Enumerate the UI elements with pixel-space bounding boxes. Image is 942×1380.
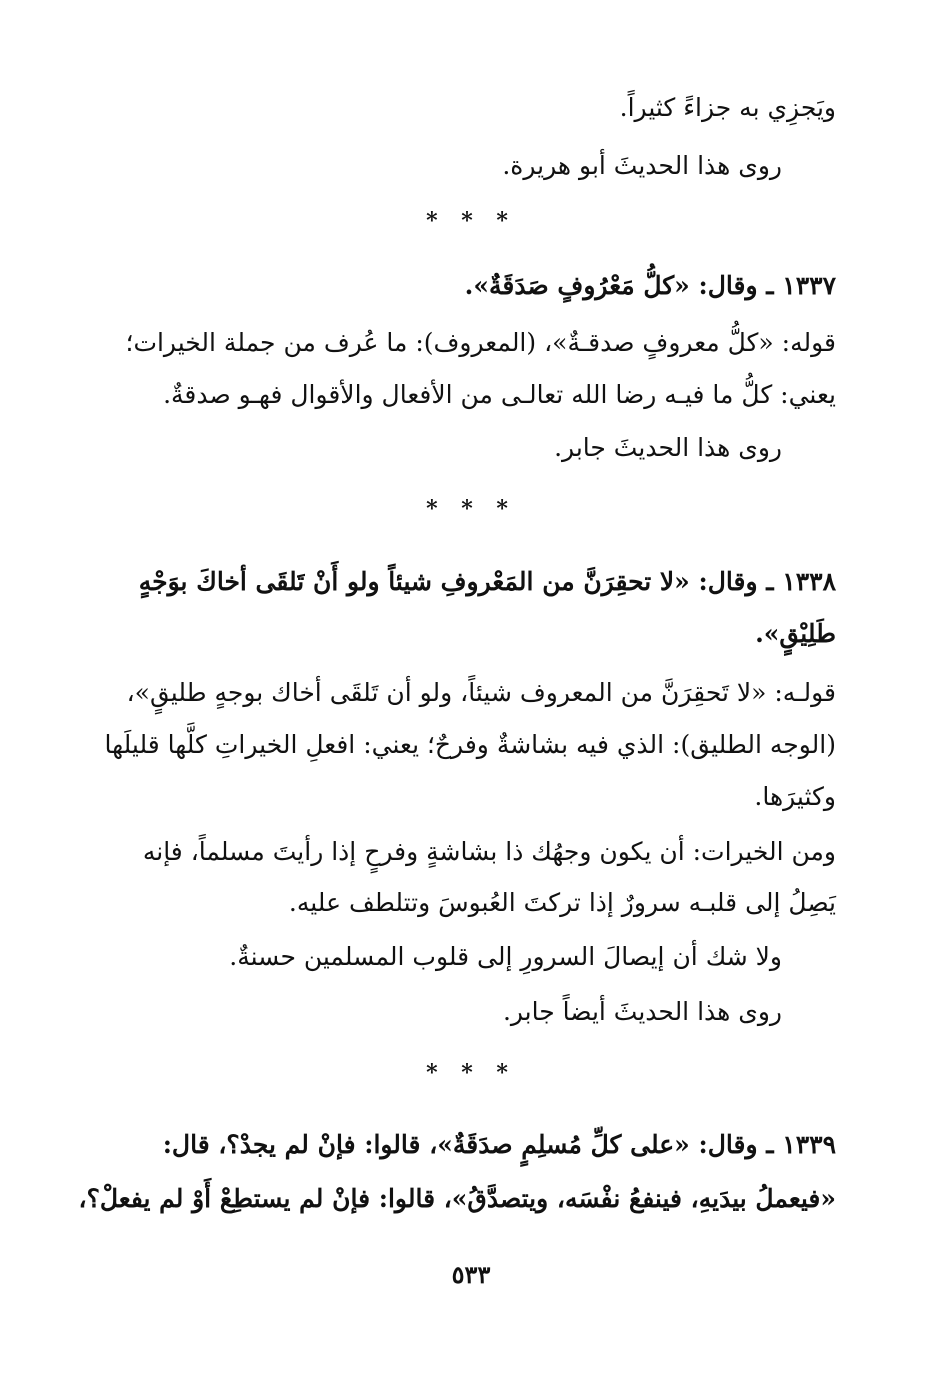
commentary-line: يَصِلُ إلى قلبـه سرورٌ إذا تركتَ العُبوسَ وتتلطف عليه. <box>288 888 836 917</box>
text-line: ويَجزِي به جزاءً كثيراً. <box>619 93 836 122</box>
commentary-line: وكثيرَها. <box>754 782 836 811</box>
page-number: ٥٣٣ <box>451 1260 491 1289</box>
section-separator: * * * <box>426 208 516 234</box>
section-separator: * * * <box>426 496 516 522</box>
hadith-heading-1337: ١٣٣٧ ـ وقال: «كلُّ مَعْرُوفٍ صَدَقَةٌ». <box>464 271 836 300</box>
commentary-line: قوله: «كلُّ معروفٍ صدقـةٌ»، (المعروف): ما عُرف من جملة الخيرات؛ <box>125 328 836 357</box>
commentary-line: ولا شك أن إيصالَ السرورِ إلى قلوب المسلمين حسنةٌ. <box>229 942 782 971</box>
hadith-heading-1339-cont: «فيعملُ بيدَيهِ، فينفعُ نفْسَه، ويتصدَّقُ»، قالوا: فإنْ لم يستطِعْ أَوْ لم يفعلْ؟، <box>78 1184 836 1213</box>
commentary-line: ومن الخيرات: أن يكون وجهُك ذا بشاشةٍ وفرحٍ إذا رأيتَ مسلماً، فإنه <box>142 837 836 866</box>
hadith-heading-1339: ١٣٣٩ ـ وقال: «على كلِّ مُسلِمٍ صدَقَةٌ»، قالوا: فإنْ لم يجدْ؟، قال: <box>162 1130 836 1159</box>
hadith-heading-1338-cont: طَلِيْقٍ». <box>755 619 836 648</box>
narrator-line: روى هذا الحديثَ أبو هريرة. <box>502 151 782 180</box>
hadith-heading-1338: ١٣٣٨ ـ وقال: «لا تحقِرَنَّ من المَعْروفِ شيئاً ولو أَنْ تَلقَى أخاكَ بوَجْهٍ <box>138 567 836 596</box>
commentary-line: قولـه: «لا تَحقِرَنَّ من المعروف شيئاً، ولو أن تَلقَى أخاك بوجهٍ طليقٍ»، <box>126 678 836 707</box>
narrator-line: روى هذا الحديثَ أيضاً جابر. <box>502 997 782 1026</box>
commentary-line: يعني: كلُّ ما فيـه رضا الله تعالـى من الأفعال والأقوال فهـو صدقةٌ. <box>163 380 836 409</box>
commentary-line: (الوجه الطليق): الذي فيه بشاشةٌ وفرحٌ؛ يعني: افعلِ الخيراتِ كلَّها قليلَها <box>104 730 836 759</box>
section-separator: * * * <box>426 1060 516 1086</box>
narrator-line: روى هذا الحديثَ جابر. <box>554 433 782 462</box>
